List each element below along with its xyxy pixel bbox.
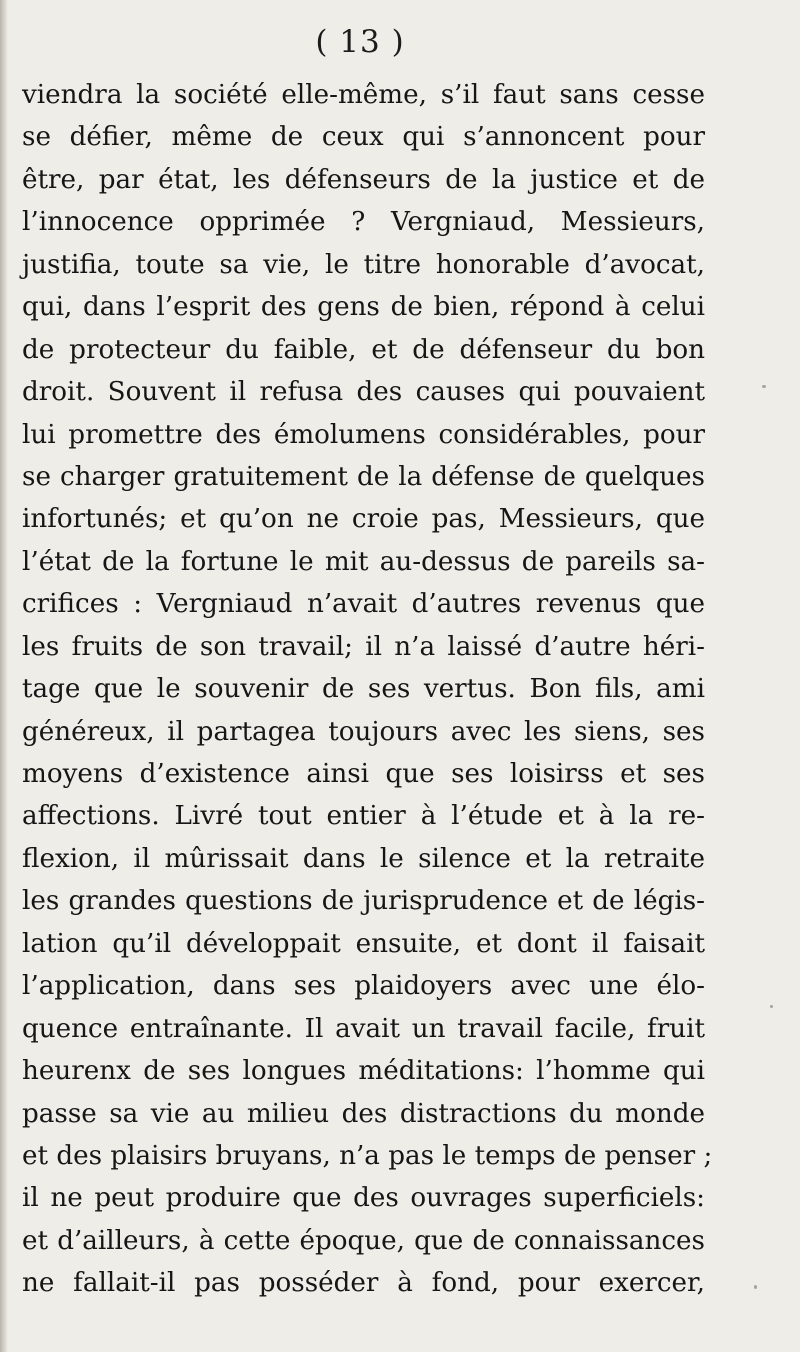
text-line: heurenx de ses longues méditations: l’homme qui — [22, 1056, 705, 1087]
text-line: être, par état, les défenseurs de la justice et de — [22, 164, 705, 195]
text-line: affections. Livré tout entier à l’étude et à la re- — [22, 801, 705, 832]
text-line: se défier, même de ceux qui s’annoncent pour — [22, 122, 705, 153]
text-line: viendra la société elle-même, s’il faut sans cesse — [22, 80, 705, 110]
body-text — [22, 74, 713, 1305]
text-line: infortunés; et qu’on ne croie pas, Messieurs, que — [22, 504, 705, 535]
text-line: l’application, dans ses plaidoyers avec une élo- — [22, 971, 705, 1002]
text-line: ne fallait-il pas posséder à fond, pour exercer, — [22, 1268, 705, 1299]
text-line: lation qu’il développait ensuite, et dont il faisait — [22, 928, 705, 959]
text-line: justifia, toute sa vie, le titre honorable d’avocat, — [22, 249, 705, 280]
text-line: passe sa vie au milieu des distractions du monde — [22, 1098, 705, 1129]
text-line: et des plaisirs bruyans, n’a pas le temps de penser ; — [22, 1140, 713, 1171]
page-number: ( 13 ) — [315, 24, 405, 60]
text-line: droit. Souvent il refusa des causes qui pouvaient — [22, 377, 705, 408]
text-line: il ne peut produire que des ouvrages superficiels: — [22, 1183, 705, 1214]
text-line: les fruits de son travail; il n’a laissé d’autre héri- — [22, 631, 705, 662]
text-line: quence entraînante. Il avait un travail facile, fruit — [22, 1013, 705, 1044]
text-line: crifices : Vergniaud n’avait d’autres revenus que — [22, 589, 705, 620]
ink-speck — [762, 385, 766, 388]
text-line: se charger gratuitement de la défense de quelques — [22, 461, 705, 492]
text-line: et d’ailleurs, à cette époque, que de connaissances — [22, 1225, 705, 1256]
text-line: qui, dans l’esprit des gens de bien, répond à celui — [22, 292, 705, 323]
ink-speck — [770, 1005, 773, 1008]
text-line: les grandes questions de jurisprudence et de légis- — [22, 886, 705, 917]
text-line: moyens d’existence ainsi que ses loisirss et ses — [22, 759, 705, 789]
text-line: l’état de la fortune le mit au-dessus de pareils sa- — [22, 546, 705, 577]
text-line: l’innocence opprimée ? Vergniaud, Messieurs, — [22, 207, 705, 238]
ink-speck — [754, 1285, 757, 1289]
text-line: flexion, il mûrissait dans le silence et la retraite — [22, 843, 705, 874]
text-line: de protecteur du faible, et de défenseur du bon — [22, 334, 705, 365]
text-line: généreux, il partagea toujours avec les siens, ses — [22, 716, 705, 747]
text-line: tage que le souvenir de ses vertus. Bon fils, ami — [22, 674, 705, 705]
page-binding-shadow — [0, 0, 8, 1352]
text-line: lui promettre des émolumens considérables, pour — [22, 419, 705, 450]
